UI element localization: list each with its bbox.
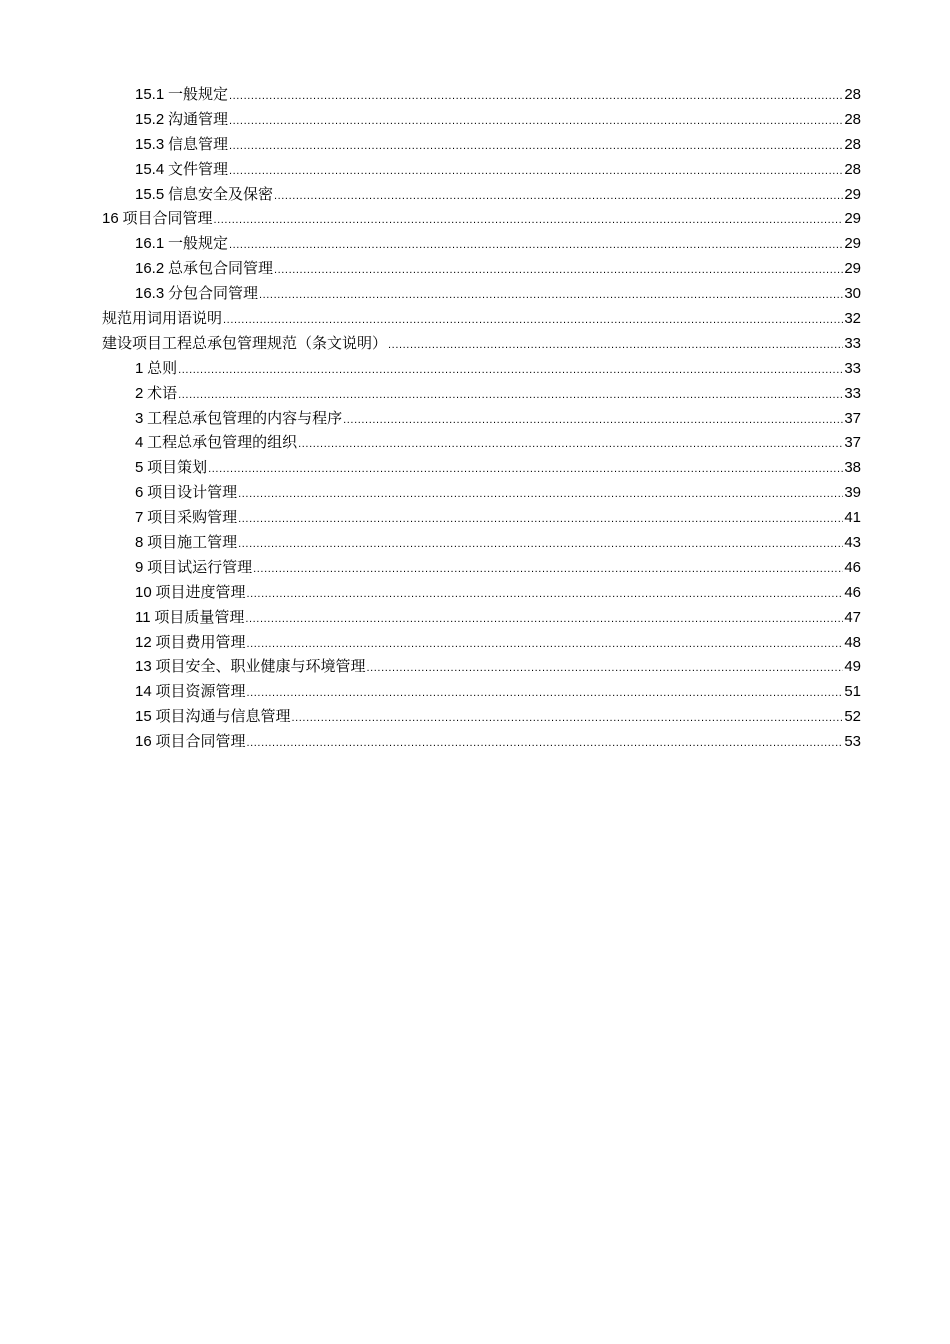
- dot-leader: [229, 91, 843, 102]
- toc-entry-row: [135, 232, 861, 253]
- toc-entry-page-number: 28: [844, 85, 861, 103]
- toc-entry-title: 项目合同管理: [155, 734, 246, 751]
- dot-leader: [274, 265, 843, 276]
- toc-entry-number: 15.1: [135, 85, 165, 103]
- toc-entry-page-number: 37: [844, 434, 861, 452]
- toc-entry-title: 项目进度管理: [155, 584, 246, 601]
- toc-entry-row: [102, 207, 861, 228]
- toc-entry-row: [135, 407, 861, 428]
- toc-entry-title: 一般规定: [167, 86, 228, 103]
- dot-leader: [178, 390, 843, 401]
- dot-leader: [274, 191, 843, 202]
- toc-entry-page-number: 29: [844, 235, 861, 253]
- toc-entry[interactable]: [0, 106, 950, 131]
- toc-entry[interactable]: [0, 230, 950, 255]
- toc-entry-title: 总则: [147, 360, 178, 377]
- dot-leader: [246, 589, 843, 600]
- dot-leader: [229, 116, 843, 127]
- toc-entry-title: 项目费用管理: [155, 634, 246, 651]
- toc-entry-number: 15.5: [135, 185, 165, 203]
- dot-leader: [213, 215, 843, 226]
- dot-leader: [291, 713, 843, 724]
- toc-entry-row: [135, 183, 861, 204]
- toc-entry[interactable]: [0, 429, 950, 454]
- toc-entry-title: 项目施工管理: [147, 534, 238, 551]
- toc-entry-title: 项目沟通与信息管理: [155, 709, 291, 726]
- toc-entry-title: 文件管理: [167, 161, 228, 178]
- toc-entry-number: 8: [135, 533, 144, 551]
- toc-entry-row: [135, 257, 861, 278]
- toc-entry-title: 分包合同管理: [167, 286, 258, 303]
- dot-leader: [238, 489, 843, 500]
- toc-entry[interactable]: [0, 405, 950, 430]
- toc-entry-number: 3: [135, 409, 144, 427]
- dot-leader: [388, 340, 843, 351]
- toc-entry-row: [135, 282, 861, 303]
- toc-entry-number: 15.3: [135, 135, 165, 153]
- toc-entry-title: 建设项目工程总承包管理规范（条文说明）: [102, 335, 388, 352]
- toc-entry-page-number: 53: [844, 733, 861, 751]
- toc-entry-title: 一般规定: [167, 236, 228, 253]
- toc-entry[interactable]: [0, 255, 950, 280]
- toc-entry-title: 术语: [147, 385, 178, 402]
- toc-entry-title: 项目策划: [147, 460, 208, 477]
- toc-entry[interactable]: [0, 479, 950, 504]
- toc-entry[interactable]: [0, 604, 950, 629]
- toc-entry-title: 项目采购管理: [147, 510, 238, 527]
- toc-entry-number: 5: [135, 459, 144, 477]
- toc-entry[interactable]: [0, 81, 950, 106]
- toc-entry-page-number: 29: [844, 210, 861, 228]
- toc-entry-title: 项目资源管理: [155, 684, 246, 701]
- toc-entry-number: 15.4: [135, 160, 165, 178]
- toc-entry[interactable]: [0, 330, 950, 355]
- toc-entry[interactable]: [0, 579, 950, 604]
- toc-entry-title: 沟通管理: [167, 111, 228, 128]
- toc-entry-number: 4: [135, 434, 144, 452]
- toc-entry-page-number: 46: [844, 558, 861, 576]
- dot-leader: [223, 315, 843, 326]
- toc-entry-row: [135, 357, 861, 378]
- toc-entry-number: 9: [135, 558, 144, 576]
- toc-entry-page-number: 52: [844, 708, 861, 726]
- toc-entry-row: [135, 108, 861, 129]
- toc-entry-row: [102, 307, 861, 328]
- toc-entry-number: 12: [135, 633, 152, 651]
- toc-entry[interactable]: [0, 554, 950, 579]
- toc-entry-page-number: 41: [844, 509, 861, 527]
- toc-entry-row: [135, 506, 861, 527]
- toc-entry-row: [135, 382, 861, 403]
- toc-entry[interactable]: [0, 181, 950, 206]
- toc-entry[interactable]: [0, 205, 950, 230]
- toc-entry[interactable]: [0, 653, 950, 678]
- toc-entry-page-number: 28: [844, 135, 861, 153]
- dot-leader: [229, 141, 843, 152]
- toc-entry-title: 工程总承包管理的组织: [147, 435, 298, 452]
- toc-entry-title: 总承包合同管理: [167, 261, 273, 278]
- dot-leader: [298, 439, 843, 450]
- toc-entry-page-number: 43: [844, 533, 861, 551]
- dot-leader: [246, 688, 843, 699]
- toc-entry-row: [135, 556, 861, 577]
- dot-leader: [245, 614, 843, 625]
- toc-entry[interactable]: [0, 703, 950, 728]
- dot-leader: [246, 738, 843, 749]
- toc-entry-page-number: 37: [844, 409, 861, 427]
- toc-entry-number: 10: [135, 583, 152, 601]
- toc-entry-row: [135, 655, 861, 676]
- toc-entry-title: 信息安全及保密: [167, 186, 273, 203]
- toc-entry-row: [135, 730, 861, 751]
- toc-entry[interactable]: [0, 280, 950, 305]
- toc-entry[interactable]: [0, 305, 950, 330]
- toc-entry-row: [135, 631, 861, 652]
- toc-entry[interactable]: [0, 728, 950, 753]
- toc-entry[interactable]: [0, 156, 950, 181]
- toc-entry-page-number: 48: [844, 633, 861, 651]
- toc-entry-number: 2: [135, 384, 144, 402]
- toc-entry-row: [135, 456, 861, 477]
- toc-entry[interactable]: [0, 454, 950, 479]
- toc-entry-page-number: 33: [844, 359, 861, 377]
- toc-entry-number: 16.3: [135, 285, 165, 303]
- toc-entry-number: 16: [102, 210, 119, 228]
- toc-entry-number: 14: [135, 683, 152, 701]
- toc-entry-page-number: 38: [844, 459, 861, 477]
- dot-leader: [238, 514, 843, 525]
- toc-entry-page-number: 33: [844, 384, 861, 402]
- toc-entry-row: [135, 606, 861, 627]
- toc-entry-title: 项目设计管理: [147, 485, 238, 502]
- toc-entry[interactable]: [0, 131, 950, 156]
- toc-entry-page-number: 46: [844, 583, 861, 601]
- toc-entry-number: 13: [135, 658, 152, 676]
- dot-leader: [238, 539, 843, 550]
- toc-entry-page-number: 47: [844, 608, 861, 626]
- toc-entry-number: 15.2: [135, 110, 165, 128]
- toc-entry-page-number: 28: [844, 160, 861, 178]
- toc-entry-title: 项目质量管理: [154, 609, 245, 626]
- toc-entry-number: 7: [135, 509, 144, 527]
- toc-entry-row: [135, 83, 861, 104]
- toc-entry[interactable]: [0, 355, 950, 380]
- toc-entry[interactable]: [0, 529, 950, 554]
- dot-leader: [246, 639, 843, 650]
- toc-entry-number: 1: [135, 359, 144, 377]
- toc-entry-page-number: 29: [844, 185, 861, 203]
- toc-entry-page-number: 30: [844, 285, 861, 303]
- toc-entry-number: 16: [135, 733, 152, 751]
- toc-entry[interactable]: [0, 678, 950, 703]
- toc-entry-title: 项目合同管理: [122, 211, 213, 228]
- dot-leader: [208, 464, 843, 475]
- toc-entry-number: 16.1: [135, 235, 165, 253]
- toc-entry-row: [135, 158, 861, 179]
- toc-entry-row: [135, 680, 861, 701]
- dot-leader: [229, 240, 843, 251]
- toc-entry-title: 信息管理: [167, 136, 228, 153]
- toc-entry-row: [135, 481, 861, 502]
- toc-entry-page-number: 33: [844, 334, 861, 352]
- toc-entry[interactable]: [0, 504, 950, 529]
- toc-entry-title: 规范用词用语说明: [102, 310, 223, 327]
- dot-leader: [229, 166, 843, 177]
- toc-entry-row: [135, 431, 861, 452]
- toc-entry-page-number: 29: [844, 260, 861, 278]
- toc-entry-title: 项目试运行管理: [147, 559, 253, 576]
- toc-entry-row: [135, 581, 861, 602]
- dot-leader: [366, 663, 843, 674]
- toc-entry-page-number: 49: [844, 658, 861, 676]
- toc-entry-number: 11: [135, 608, 151, 626]
- dot-leader: [259, 290, 843, 301]
- toc-entry-row: [135, 705, 861, 726]
- dot-leader: [253, 564, 843, 575]
- dot-leader: [343, 415, 843, 426]
- dot-leader: [178, 365, 843, 376]
- toc-entry-page-number: 28: [844, 110, 861, 128]
- toc-entry-page-number: 32: [844, 309, 861, 327]
- toc-entry-title: 工程总承包管理的内容与程序: [147, 410, 343, 427]
- toc-entry-page-number: 51: [844, 683, 861, 701]
- toc-entry-number: 16.2: [135, 260, 165, 278]
- toc-entry-row: [102, 332, 861, 353]
- toc-entry-page-number: 39: [844, 484, 861, 502]
- toc-entry[interactable]: [0, 380, 950, 405]
- table-of-contents: [0, 81, 950, 753]
- toc-entry-title: 项目安全、职业健康与环境管理: [155, 659, 366, 676]
- toc-entry-row: [135, 133, 861, 154]
- toc-entry-row: [135, 531, 861, 552]
- toc-entry-number: 6: [135, 484, 144, 502]
- toc-entry-number: 15: [135, 708, 152, 726]
- toc-entry[interactable]: [0, 629, 950, 654]
